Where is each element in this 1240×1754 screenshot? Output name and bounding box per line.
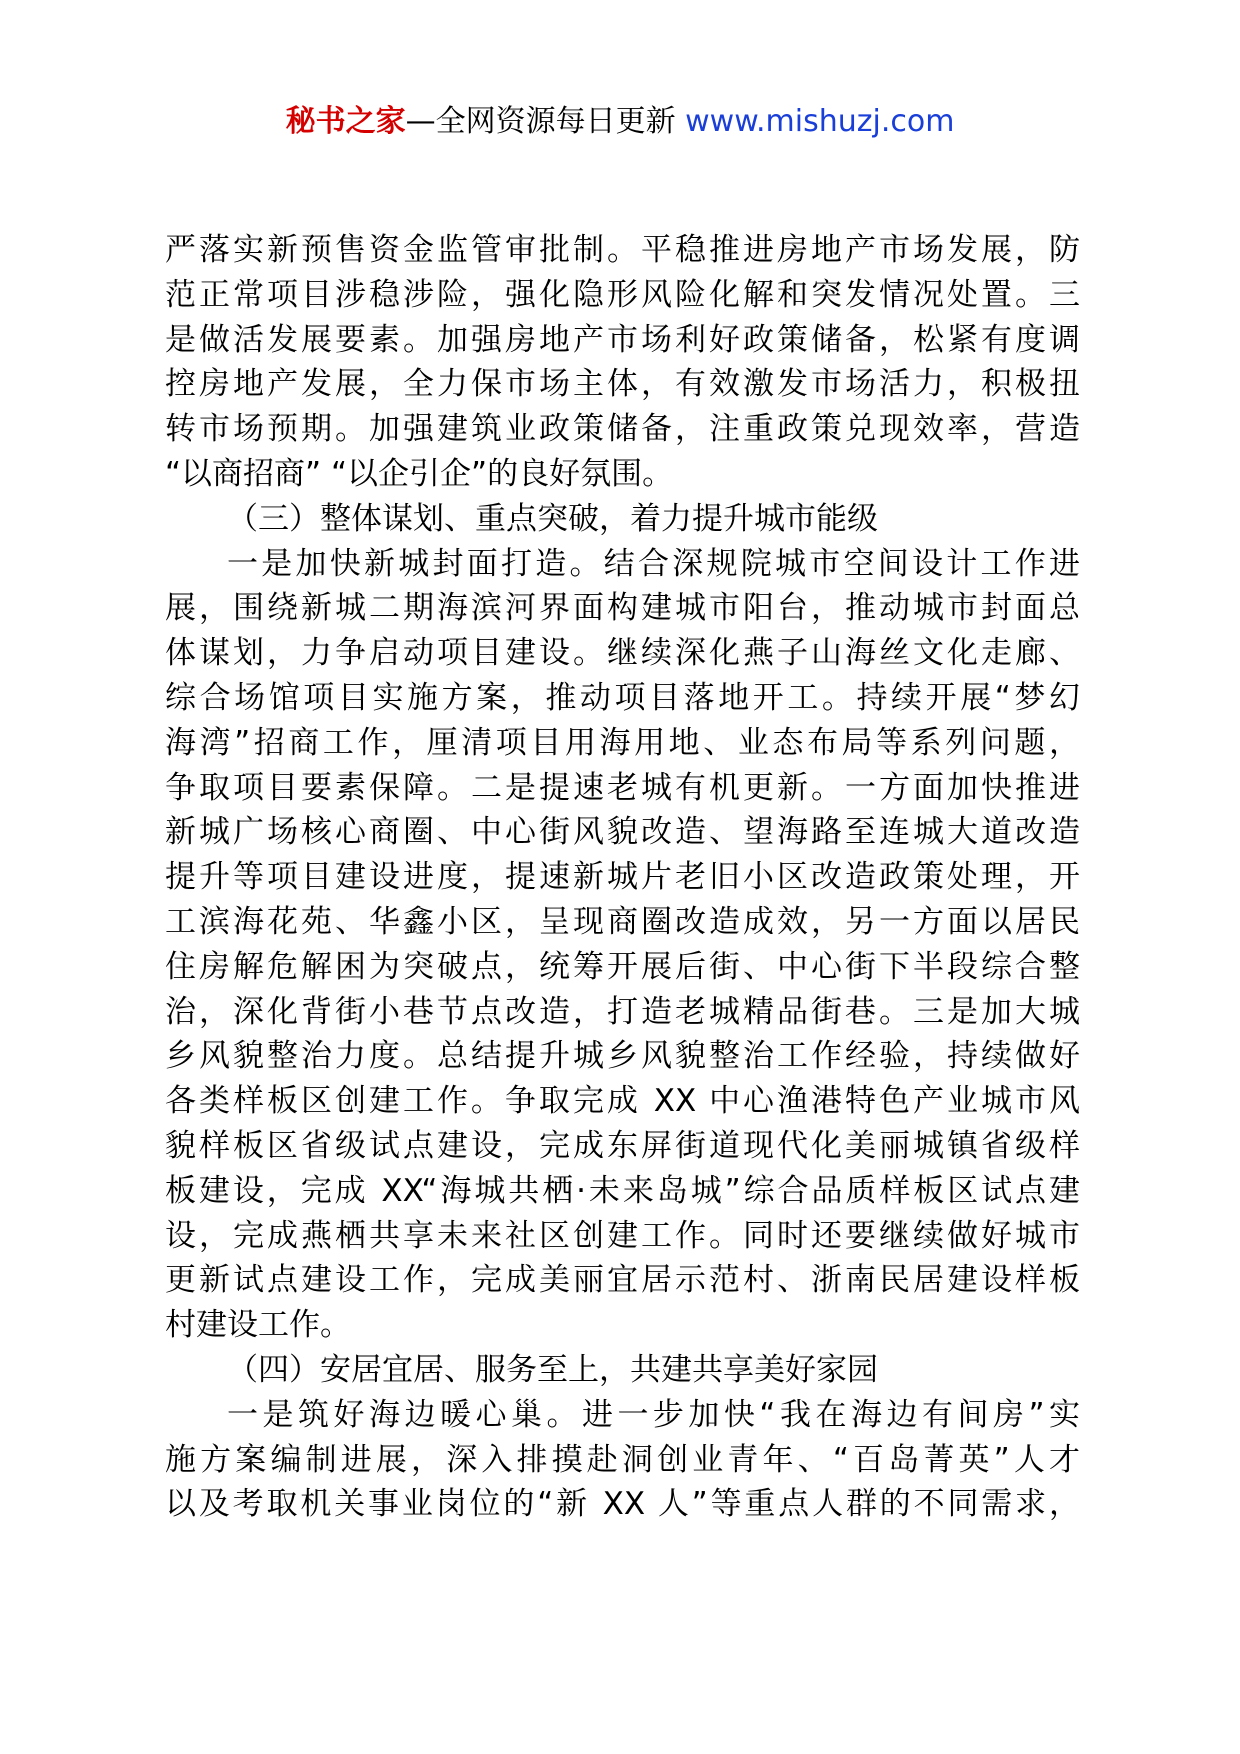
text-line: 设，完成燕栖共享未来社区创建工作。同时还要继续做好城市 [165,1217,1080,1254]
text-line: 展，围绕新城二期海滨河界面构建城市阳台，推动城市封面总 [165,590,1080,627]
text-line: 综合场馆项目实施方案，推动项目落地开工。持续开展“梦幻 [165,679,1080,716]
text-line: 板建设，完成 XX“海城共栖·未来岛城”综合品质样板区试点建 [165,1172,1080,1209]
text-line: 新城广场核心商圈、中心街风貌改造、望海路至连城大道改造 [165,814,1080,851]
text-line: 转市场预期。加强建筑业政策储备，注重政策兑现效率，营造 [165,411,1080,448]
document-body [165,228,1080,1527]
text-line: 严落实新预售资金监管审批制。平稳推进房地产市场发展，防 [165,232,1080,268]
site-header [0,100,1240,144]
text-line: 控房地产发展，全力保市场主体，有效激发市场活力，积极扭 [165,366,1080,403]
text-line: 争取项目要素保障。二是提速老城有机更新。一方面加快推进 [165,769,1080,806]
text-line: 工滨海花苑、华鑫小区，呈现商圈改造成效，另一方面以居民 [165,903,1080,940]
text-line: 体谋划，力争启动项目建设。继续深化燕子山海丝文化走廊、 [165,635,1080,672]
text-line: “以商招商” “以企引企”的良好氛围。 [165,455,674,492]
text-line: 更新试点建设工作，完成美丽宜居示范村、浙南民居建设样板 [165,1262,1080,1299]
text-line: 村建设工作。 [165,1307,351,1344]
text-line: 乡风貌整治力度。总结提升城乡风貌整治工作经验，持续做好 [165,1038,1080,1075]
site-tagline: —全网资源每日更新 [405,104,676,139]
site-brand: 秘书之家 [285,104,406,139]
text-line: 治，深化背街小巷节点改造，打造老城精品街巷。三是加大城 [165,993,1080,1030]
text-line: 住房解危解困为突破点，统筹开展后街、中心街下半段综合整 [165,948,1080,985]
text-line: 范正常项目涉稳涉险，强化隐形风险化解和突发情况处置。三 [165,276,1080,313]
text-line: 貌样板区省级试点建设，完成东屏街道现代化美丽城镇省级样 [165,1127,1080,1164]
text-line: 提升等项目建设进度，提速新城片老旧小区改造政策处理，开 [165,859,1080,896]
site-url-link[interactable]: www.mishuzj.com [685,104,955,139]
text-line: 各类样板区创建工作。争取完成 XX 中心渔港特色产业城市风 [165,1083,1080,1120]
text-line: 是做活发展要素。加强房地产市场利好政策储备，松紧有度调 [165,321,1080,358]
text-line: （三）整体谋划、重点突破，着力提升城市能级 [227,500,878,537]
text-line: （四）安居宜居、服务至上，共建共享美好家园 [227,1351,878,1388]
text-line: 一是加快新城封面打造。结合深规院城市空间设计工作进 [227,545,1080,582]
text-line: 海湾”招商工作，厘清项目用海用地、业态布局等系列问题， [165,724,1080,761]
text-line: 施方案编制进展，深入排摸赴洞创业青年、“百岛菁英”人才 [165,1441,1080,1478]
text-line: 以及考取机关事业岗位的“新 XX 人”等重点人群的不同需求， [165,1486,1080,1523]
text-line: 一是筑好海边暖心巢。进一步加快“我在海边有间房”实 [227,1396,1080,1433]
